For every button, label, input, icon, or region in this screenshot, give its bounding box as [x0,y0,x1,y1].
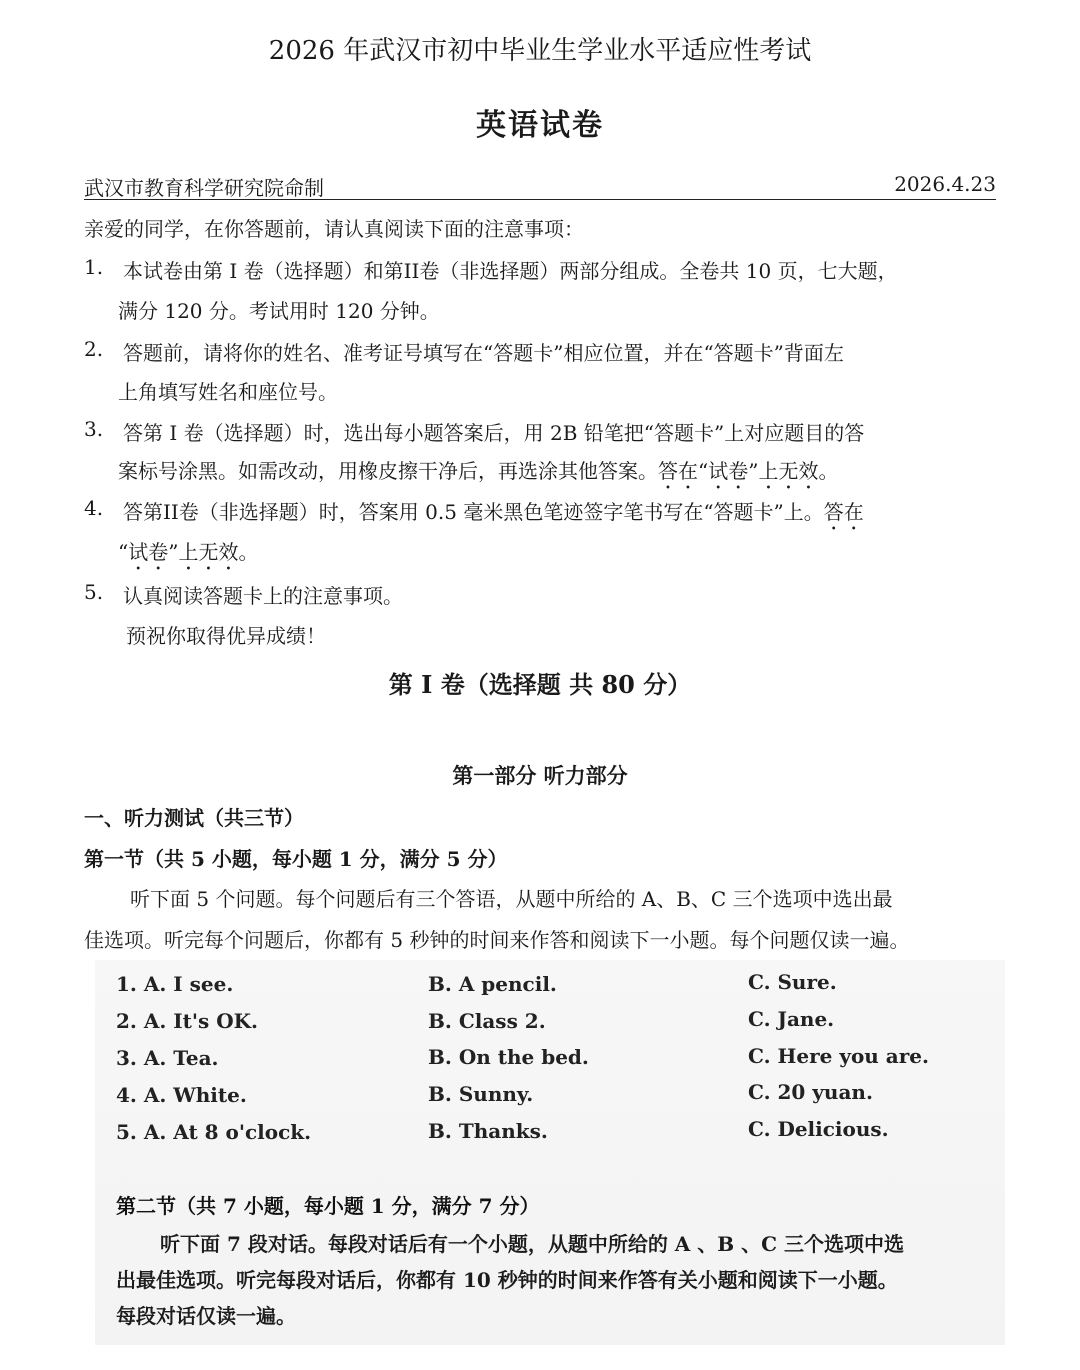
notice-text-part: 。 [238,540,259,564]
option-c: C. Delicious. [748,1117,889,1141]
option-b: B. Sunny. [428,1082,534,1106]
option-c: C. Jane. [748,1007,835,1031]
notice-text [118,455,838,494]
notice-text: 满分 120 分。考试用时 120 分钟。 [118,299,440,323]
notice-text-part: 案标号涂黑。如需改动，用橡皮擦干净后，再选涂其他答案。 [118,459,658,483]
notice-text: 认真阅读答题卡上的注意事项。 [123,584,403,608]
sec2-instructions: 出最佳选项。听完每段对话后，你都有 10 秒钟的时间来作答有关小题和阅读下一小题。 [116,1268,898,1292]
emphasis-text: 答在“试卷”上无效 [658,459,819,483]
volume-title: 第 I 卷（选择题 共 80 分） [388,670,692,699]
notice-number: 3. [84,417,104,441]
notice-text: 答第 I 卷（选择题）时，选出每小题答案后，用 2B 铅笔把“答题卡”上对应题目的答 [123,421,865,445]
option-c: C. Here you are. [748,1044,929,1068]
emphasis-text: 答在 [823,500,864,524]
emphasis-text: “试卷”上无效 [118,540,239,564]
notice-text-part: 。 [818,459,839,483]
issuer: 武汉市教育科学研究院命制 [84,176,324,200]
option-c: C. Sure. [748,970,837,994]
exam-date: 2026.4.23 [894,172,996,196]
paper-title: 英语试卷 [476,108,604,143]
sec1-instructions: 听下面 5 个问题。每个问题后有三个答语，从题中所给的 A、B、C 三个选项中选出最 [130,887,893,911]
option-c: C. 20 yuan. [748,1080,873,1104]
notice-number: 2. [84,337,104,361]
exam-title: 2026 年武汉市初中毕业生学业水平适应性考试 [268,36,812,66]
option-b: B. Thanks. [428,1119,548,1143]
sec1-instructions: 佳选项。听完每个问题后，你都有 5 秒钟的时间来作答和阅读下一小题。每个问题仅读一遍。 [84,928,910,952]
notice-text: 上角填写姓名和座位号。 [118,380,338,404]
notice-text [118,536,258,575]
sec2-heading: 第二节（共 7 小题，每小题 1 分，满分 7 分） [116,1194,540,1218]
notice-text [123,496,864,535]
option-a: 5. A. At 8 o'clock. [116,1120,312,1144]
notice-number: 1. [84,255,104,279]
option-a: 3. A. Tea. [116,1046,219,1070]
part-title: 第一部分 听力部分 [452,763,628,788]
notice-number: 5. [84,580,104,604]
notice-number: 4. [84,496,104,520]
good-luck-text: 预祝你取得优异成绩！ [126,624,326,648]
option-b: B. Class 2. [428,1009,546,1033]
header-rule [84,199,996,200]
notice-text: 本试卷由第 I 卷（选择题）和第II卷（非选择题）两部分组成。全卷共 10 页，七大题， [123,259,898,283]
notice-text-part: 答第II卷（非选择题）时，答案用 0.5 毫米黑色笔迹签字笔书写在“答题卡”上。 [123,500,824,524]
option-a: 1. A. I see. [116,972,234,996]
option-b: B. On the bed. [428,1045,589,1069]
sec1-heading: 第一节（共 5 小题，每小题 1 分，满分 5 分） [84,847,508,871]
option-a: 2. A. It's OK. [116,1009,258,1033]
option-b: B. A pencil. [428,972,557,996]
sec2-instructions: 每段对话仅读一遍。 [116,1304,296,1328]
notice-intro: 亲爱的同学，在你答题前，请认真阅读下面的注意事项： [84,217,584,241]
sec2-instructions: 听下面 7 段对话。每段对话后有一个小题，从题中所给的 A 、B 、C 三个选项中选 [160,1232,905,1256]
option-a: 4. A. White. [116,1083,247,1107]
section-title: 一、听力测试（共三节） [84,806,304,830]
notice-text: 答题前，请将你的姓名、准考证号填写在“答题卡”相应位置，并在“答题卡”背面左 [123,341,844,365]
